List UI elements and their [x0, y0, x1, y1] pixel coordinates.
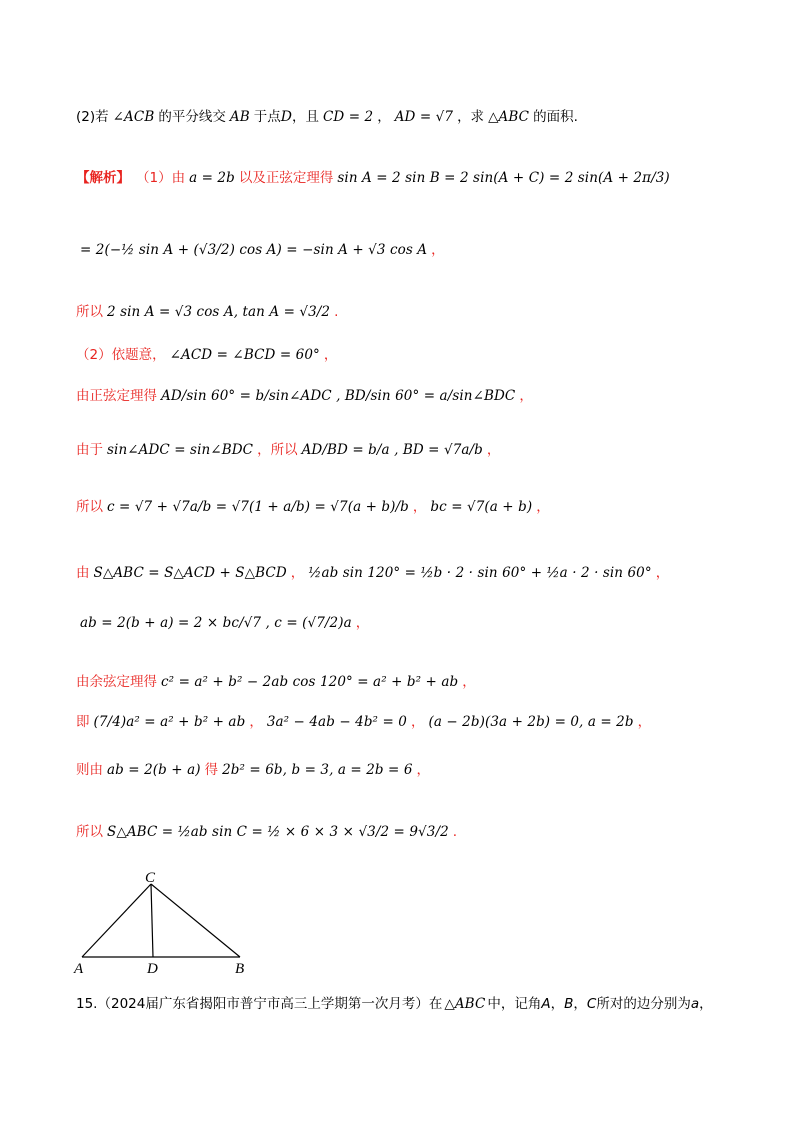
question-source: （2024届广东省揭阳市普宁市高三上学期第一次月考）	[97, 996, 429, 1012]
question-number: 15.	[76, 996, 98, 1012]
solution-line-4	[76, 345, 760, 365]
solution-math: c² = a² + b² − 2ab cos 120° = a² + b² + ab	[161, 674, 459, 690]
solution-math: ½ab sin 120° = ½b · 2 · sin 60° + ½a · 2 · sin 60°	[308, 565, 652, 581]
point-label-d: D	[147, 961, 158, 977]
cd-expression: CD = 2	[322, 109, 374, 125]
solution-punct: ，	[410, 714, 425, 730]
solution-text: （2）依题意，	[76, 347, 166, 363]
solution-math: bc = √7(a + b)	[430, 499, 533, 515]
solution-line-2	[76, 240, 760, 260]
solution-line-6	[76, 440, 760, 460]
vertex-label-a: A	[74, 961, 84, 977]
solution-text: 所以	[76, 499, 103, 515]
solution-math: sin∠ADC = sin∠BDC	[107, 442, 254, 458]
solution-punct: ，	[431, 242, 445, 258]
solution-punct: ，	[536, 499, 550, 515]
solution-text: 所以	[76, 824, 103, 840]
side-a: a	[690, 996, 700, 1012]
question-text: 所对的边分别为	[596, 996, 691, 1012]
solution-punct: ，	[462, 674, 476, 690]
solution-text: 则由	[76, 762, 103, 778]
solution-text: 由余弦定理得	[76, 674, 157, 690]
angle-c: C	[586, 996, 597, 1012]
solution-math: 3a² − 4ab − 4b² = 0	[266, 714, 407, 730]
solution-math: 2b² = 6b, b = 3, a = 2b = 6	[222, 762, 413, 778]
solution-math: 2 sin A = √3 cos A, tan A = √3/2	[107, 304, 331, 320]
solution-math: sin A = 2 sin B = 2 sin(A + C) = 2 sin(A + 2π/3)	[337, 170, 670, 186]
question-text-2: 于点	[253, 109, 281, 125]
vertex-label-c: C	[145, 870, 156, 886]
punct: ，	[550, 996, 565, 1012]
solution-text: 所以	[76, 304, 103, 320]
solution-punct: ，	[637, 714, 652, 730]
solution-line-7	[76, 497, 760, 517]
question-text-3: ，且	[291, 109, 319, 125]
solution-line-11	[76, 712, 760, 732]
solution-text: 得	[204, 762, 219, 778]
punct: ，	[573, 996, 587, 1012]
solution-line-5	[76, 386, 760, 406]
solution-punct: ，	[655, 565, 670, 581]
solution-punct: ，	[486, 442, 501, 458]
angle-acb: ∠ACB	[112, 109, 155, 125]
angle-a: A	[541, 996, 551, 1012]
question-text: 在	[428, 996, 443, 1012]
triangle-abc: △ABC	[444, 996, 486, 1012]
solution-math: a = 2b	[189, 170, 235, 186]
solution-math: c = √7 + √7a/b = √7(1 + a/b) = √7(a + b)/b	[107, 499, 409, 515]
solution-math: (a − 2b)(3a + 2b) = 0, a = 2b	[428, 714, 634, 730]
triangle-figure	[70, 868, 270, 978]
solution-line-9	[76, 613, 760, 633]
solution-text: 由	[76, 565, 90, 581]
question-text-5: 的面积.	[533, 109, 578, 125]
question-text-1: 的平分线交	[158, 109, 226, 125]
ad-expression: AD = √7	[394, 109, 454, 125]
solution-punct: ，	[290, 565, 305, 581]
vertex-label-b: B	[235, 961, 245, 977]
solution-math: = 2(−½ sin A + (√3/2) cos A) = −sin A + √3 cos A	[80, 242, 428, 258]
solution-text: 以及正弦定理得	[238, 170, 334, 186]
solution-line-1	[76, 168, 760, 188]
solution-line-8	[76, 563, 760, 583]
solution-math: ∠ACD = ∠BCD = 60°	[169, 347, 320, 363]
solution-math: S△ABC = S△ACD + S△BCD	[93, 565, 287, 581]
question-part2	[76, 107, 760, 127]
solution-text: （1）由	[136, 170, 186, 186]
solution-math: ab = 2(b + a)	[107, 762, 201, 778]
solution-punct: ，	[412, 499, 427, 515]
solution-math: (7/4)a² = a² + b² + ab	[93, 714, 246, 730]
angle-b: B	[564, 996, 574, 1012]
solution-punct: ，	[249, 714, 263, 730]
question-prefix: (2)若	[76, 109, 109, 125]
bisector-cd	[151, 884, 153, 957]
solution-line-12	[76, 760, 760, 780]
solution-math: ab = 2(b + a) = 2 × bc/√7 , c = (√7/2)a	[80, 615, 352, 631]
question-sep: ，	[377, 109, 391, 125]
solution-math: AD/sin 60° = b/sin∠ADC , BD/sin 60° = a/sin∠BDC	[161, 388, 516, 404]
solution-punct: .	[334, 304, 339, 320]
solution-text: 即	[76, 714, 90, 730]
solution-punct: ，	[416, 762, 431, 778]
solution-line-10	[76, 672, 760, 692]
next-question	[76, 992, 713, 1012]
punct: ，	[699, 996, 713, 1012]
segment-ab: AB	[229, 109, 250, 125]
point-d: D	[280, 109, 292, 125]
solution-text: 由于	[76, 442, 103, 458]
solution-math: S△ABC = ½ab sin C = ½ × 6 × 3 × √3/2 = 9√3/2	[107, 824, 449, 840]
solution-punct: .	[452, 824, 458, 840]
side-cb	[151, 884, 240, 957]
triangle-abc: △ABC	[488, 109, 530, 125]
solution-line-3	[76, 302, 760, 322]
question-text-4: ，求	[457, 109, 485, 125]
question-text: 中，记角	[487, 996, 542, 1012]
analysis-tag: 【解析】	[76, 170, 130, 186]
solution-punct: ，	[323, 347, 338, 363]
solution-math: AD/BD = b/a , BD = √7a/b	[301, 442, 483, 458]
solution-punct: ，	[519, 388, 533, 404]
solution-text: ，所以	[257, 442, 298, 458]
side-ac	[82, 884, 151, 957]
solution-punct: ，	[355, 615, 370, 631]
solution-line-13	[76, 822, 760, 842]
solution-text: 由正弦定理得	[76, 388, 157, 404]
